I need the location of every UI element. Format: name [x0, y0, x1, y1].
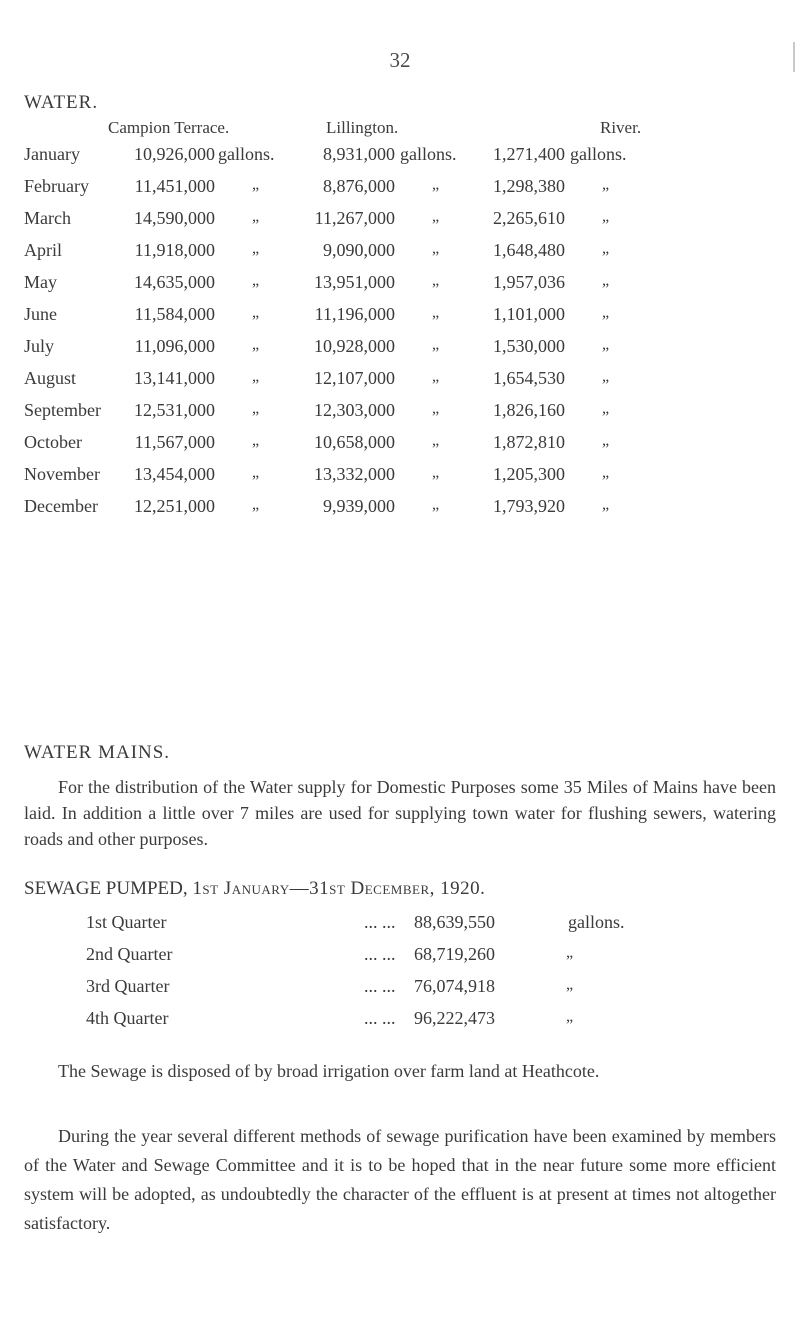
river-cell: 1,793,920 — [493, 496, 565, 516]
ditto-cell: „ — [432, 304, 440, 321]
lillington-cell: 13,332,000 — [314, 464, 395, 484]
ditto-cell: „ — [602, 208, 610, 225]
lillington-cell: 8,931,000 — [323, 144, 395, 164]
table-row — [0, 304, 800, 334]
campion-cell: 13,141,000 — [134, 368, 215, 388]
ditto-cell: „ — [252, 304, 260, 321]
month-cell: October — [24, 432, 82, 452]
ditto-cell: „ — [252, 208, 260, 225]
lillington-cell: 11,196,000 — [314, 304, 395, 324]
month-cell: March — [24, 208, 71, 228]
ditto-cell: „ — [602, 336, 610, 353]
water-mains-paragraph: For the distribution of the Water supply for Domestic Purposes some 35 Miles of Mains have been laid. In addition a little over 7 miles are used for supplying town water for flushing sewers, watering roads and other purposes. — [24, 777, 776, 849]
sewage-heading-prefix: SEWAGE PUMPED, — [24, 878, 188, 899]
lillington-cell: 11,267,000 — [314, 208, 395, 228]
quarter-unit: gallons. — [568, 912, 625, 932]
month-cell: May — [24, 272, 57, 292]
ditto-cell: „ — [602, 240, 610, 257]
ditto-cell: „ — [602, 496, 610, 513]
list-item — [0, 944, 800, 974]
campion-cell: 12,531,000 — [134, 400, 215, 420]
table-row — [0, 336, 800, 366]
quarter-value: 76,074,918 — [414, 976, 495, 996]
river-cell: 1,872,810 — [493, 432, 565, 452]
page-edge-mark — [793, 42, 795, 72]
ditto-cell: „ — [602, 272, 610, 289]
lillington-cell: 9,939,000 — [323, 496, 395, 516]
campion-cell: 11,567,000 — [134, 432, 215, 452]
water-mains-heading: WATER MAINS. — [24, 742, 171, 763]
ditto-cell: „ — [602, 368, 610, 385]
lillington-cell: 9,090,000 — [323, 240, 395, 260]
column-header-river: River. — [600, 118, 642, 137]
lillington-cell: 10,658,000 — [314, 432, 395, 452]
ditto-cell: „ — [432, 176, 440, 193]
month-cell: November — [24, 464, 100, 484]
table-row — [0, 144, 800, 174]
lillington-cell: 8,876,000 — [323, 176, 395, 196]
river-cell: 1,826,160 — [493, 400, 565, 420]
river-cell: 2,265,610 — [493, 208, 565, 228]
campion-cell: 12,251,000 — [134, 496, 215, 516]
river-cell: 1,205,300 — [493, 464, 565, 484]
table-row — [0, 176, 800, 206]
ditto-cell: „ — [252, 176, 260, 193]
ditto-cell: „ — [252, 432, 260, 449]
ditto-cell: „ — [432, 240, 440, 257]
lillington-cell: 12,107,000 — [314, 368, 395, 388]
campion-cell: 13,454,000 — [134, 464, 215, 484]
ditto-cell: „ — [252, 400, 260, 417]
leader-dots: ... ... — [364, 976, 396, 996]
unit-cell: gallons. — [400, 144, 457, 164]
ditto-cell: „ — [602, 432, 610, 449]
list-item — [0, 976, 800, 1006]
ditto-cell: „ — [252, 496, 260, 513]
leader-dots: ... ... — [364, 912, 396, 932]
table-row — [0, 432, 800, 462]
campion-cell: 11,096,000 — [134, 336, 215, 356]
quarter-label: 3rd Quarter — [86, 976, 170, 996]
quarter-value: 88,639,550 — [414, 912, 495, 932]
list-item — [0, 1008, 800, 1038]
month-cell: August — [24, 368, 77, 388]
table-row — [0, 496, 800, 526]
month-cell: April — [24, 240, 62, 260]
campion-cell: 11,918,000 — [134, 240, 215, 260]
sewage-heading-period: 1st January—31st December, 1920. — [192, 878, 486, 899]
ditto-cell: „ — [432, 336, 440, 353]
ditto-cell: „ — [252, 240, 260, 257]
page-number: 32 — [389, 48, 411, 72]
quarter-label: 1st Quarter — [86, 912, 167, 932]
river-cell: 1,530,000 — [493, 336, 565, 356]
ditto-cell: „ — [566, 944, 574, 961]
column-header-lillington: Lillington. — [326, 118, 399, 137]
table-row — [0, 240, 800, 270]
quarter-value: 96,222,473 — [414, 1008, 495, 1028]
sewage-disposal-paragraph: The Sewage is disposed of by broad irrigation over farm land at Heathcote. — [58, 1061, 600, 1081]
campion-cell: 10,926,000 — [134, 144, 215, 164]
river-cell: 1,101,000 — [493, 304, 565, 324]
ditto-cell: „ — [252, 336, 260, 353]
month-cell: February — [24, 176, 89, 196]
table-row — [0, 400, 800, 430]
river-cell: 1,654,530 — [493, 368, 565, 388]
ditto-cell: „ — [432, 464, 440, 481]
month-cell: September — [24, 400, 101, 420]
leader-dots: ... ... — [364, 944, 396, 964]
month-cell: January — [24, 144, 80, 164]
lillington-cell: 13,951,000 — [314, 272, 395, 292]
ditto-cell: „ — [432, 432, 440, 449]
ditto-cell: „ — [432, 208, 440, 225]
campion-cell: 14,635,000 — [134, 272, 215, 292]
ditto-cell: „ — [602, 304, 610, 321]
ditto-cell: „ — [566, 976, 574, 993]
ditto-cell: „ — [602, 464, 610, 481]
sewage-heading — [24, 878, 485, 900]
ditto-cell: „ — [432, 368, 440, 385]
river-cell: 1,271,400 — [493, 144, 565, 164]
quarter-value: 68,719,260 — [414, 944, 495, 964]
ditto-cell: „ — [602, 176, 610, 193]
column-header-campion: Campion Terrace. — [108, 118, 230, 137]
water-heading: WATER. — [24, 92, 99, 113]
campion-cell: 14,590,000 — [134, 208, 215, 228]
ditto-cell: „ — [252, 272, 260, 289]
table-row — [0, 272, 800, 302]
month-cell: July — [24, 336, 55, 356]
ditto-cell: „ — [432, 400, 440, 417]
river-cell: 1,648,480 — [493, 240, 565, 260]
ditto-cell: „ — [432, 272, 440, 289]
river-cell: 1,298,380 — [493, 176, 565, 196]
ditto-cell: „ — [252, 368, 260, 385]
ditto-cell: „ — [252, 464, 260, 481]
table-row — [0, 368, 800, 398]
table-row — [0, 464, 800, 494]
table-row — [0, 208, 800, 238]
month-cell: December — [24, 496, 98, 516]
river-cell: 1,957,036 — [493, 272, 565, 292]
quarter-label: 4th Quarter — [86, 1008, 169, 1028]
month-cell: June — [24, 304, 57, 324]
ditto-cell: „ — [566, 1008, 574, 1025]
lillington-cell: 12,303,000 — [314, 400, 395, 420]
leader-dots: ... ... — [364, 1008, 396, 1028]
sewage-methods-paragraph: During the year several different methods of sewage purification have been examined by members of the Water and Sewage Committee and it is to be hoped that in the near future some more efficient system will be adopted, as undoubtedly the character of the effluent is at present at times not altogether satisfactory. — [24, 1126, 776, 1233]
list-item — [0, 912, 800, 942]
unit-cell: gallons. — [570, 144, 627, 164]
unit-cell: gallons. — [218, 144, 275, 164]
quarter-label: 2nd Quarter — [86, 944, 173, 964]
ditto-cell: „ — [432, 496, 440, 513]
campion-cell: 11,584,000 — [134, 304, 215, 324]
campion-cell: 11,451,000 — [134, 176, 215, 196]
lillington-cell: 10,928,000 — [314, 336, 395, 356]
ditto-cell: „ — [602, 400, 610, 417]
